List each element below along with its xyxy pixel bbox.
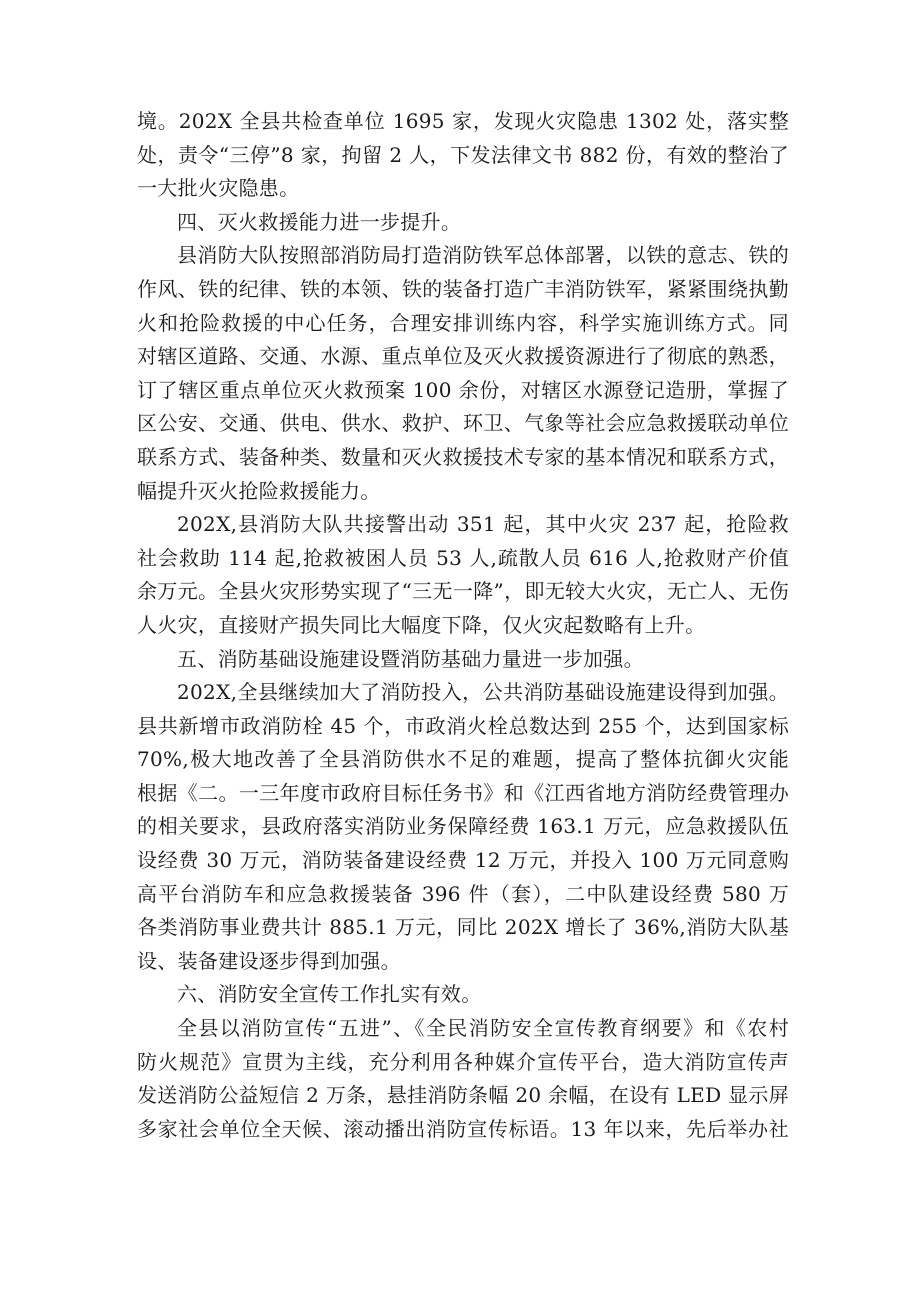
text-line: 处，责令“三停”8 家，拘留 2 人，下发法律文书 882 份，有效的整治了 (137, 142, 789, 167)
text-line: 县共新增市政消防栓 45 个，市政消火栓总数达到 255 个，达到国家标 (137, 713, 789, 738)
text-line: 对辖区道路、交通、水源、重点单位及灭火救援资源进行了彻底的熟悉， (137, 344, 789, 369)
text-line: 人火灾，直接财产损失同比大幅度下降，仅火灾起数略有上升。 (137, 612, 706, 637)
section-heading-rescue-capability (137, 206, 789, 240)
text-line: 70%,极大地改善了全县消防供水不足的难题，提高了整体抗御火灾能 (137, 747, 789, 772)
section-heading-publicity (137, 978, 789, 1012)
paragraph-infrastructure-investment (137, 676, 789, 978)
heading-line: 四、灭火救援能力进一步提升。 (177, 209, 462, 234)
text-line: 区公安、交通、供电、供水、救护、环卫、气象等社会应急救援联动单位 (137, 411, 789, 436)
text-line: 设、装备建设逐步得到加强。 (137, 948, 401, 973)
text-line: 根据《二。一三年度市政府目标任务书》和《江西省地方消防经费管理办 (137, 780, 789, 805)
paragraph-publicity-work (137, 1012, 789, 1146)
text-line: 多家社会单位全天候、滚动播出消防宣传标语。13 年以来，先后举办社 (137, 1116, 789, 1141)
text-line: 县消防大队按照部消防局打造消防铁军总体部署，以铁的意志、铁的 (177, 243, 789, 268)
text-line: 发送消防公益短信 2 万条，悬挂消防条幅 20 余幅，在设有 LED 显示屏 (137, 1083, 789, 1108)
text-line: 联系方式、装备种类、数量和灭火救援技术专家的基本情况和联系方式， (137, 444, 789, 469)
document-body (137, 105, 789, 1146)
heading-line: 五、消防基础设施建设暨消防基础力量进一步加强。 (177, 646, 644, 671)
text-line: 各类消防事业费共计 885.1 万元，同比 202X 增长了 36%,消防大队基 (137, 915, 789, 940)
paragraph-fire-brigade-training (137, 239, 789, 508)
text-line: 幅提升灭火抢险救援能力。 (137, 478, 381, 503)
text-line: 全县以消防宣传“五进”、《全民消防安全宣传教育纲要》和《农村 (177, 1016, 789, 1041)
text-line: 社会救助 114 起,抢救被困人员 53 人,疏散人员 616 人,抢救财产价值 (137, 545, 789, 570)
heading-line: 六、消防安全宣传工作扎实有效。 (177, 982, 482, 1007)
section-heading-infrastructure (137, 643, 789, 677)
text-line: 高平台消防车和应急救援装备 396 件（套），二中队建设经费 580 万 (137, 881, 789, 906)
text-line: 火和抢险救援的中心任务，合理安排训练内容，科学实施训练方式。同 (137, 310, 789, 335)
text-line: 作风、铁的纪律、铁的本领、铁的装备打造广丰消防铁军，紧紧围绕执勤 (137, 276, 789, 301)
text-line: 订了辖区重点单位灭火救预案 100 余份，对辖区水源登记造册，掌握了 (137, 377, 789, 402)
text-line: 的相关要求，县政府落实消防业务保障经费 163.1 万元，应急救援队伍 (137, 814, 789, 839)
text-line: 余万元。全县火灾形势实现了“三无一降”，即无较大火灾，无亡人、无伤 (137, 579, 789, 604)
paragraph-incident-statistics (137, 508, 789, 642)
text-line: 防火规范》宣贯为主线，充分利用各种媒介宣传平台，造大消防宣传声 (137, 1049, 789, 1074)
text-line: 一大批火灾隐患。 (137, 176, 300, 201)
text-line: 境。202X 全县共检查单位 1695 家，发现火灾隐患 1302 处，落实整 (137, 109, 789, 133)
text-line: 202X,县消防大队共接警出动 351 起，其中火灾 237 起，抢险救 (177, 512, 789, 537)
text-line: 设经费 30 万元，消防装备建设经费 12 万元，并投入 100 万元同意购 (137, 848, 789, 873)
paragraph-inspection-summary (137, 105, 789, 206)
text-line: 202X,全县继续加大了消防投入，公共消防基础设施建设得到加强。 (177, 680, 789, 705)
